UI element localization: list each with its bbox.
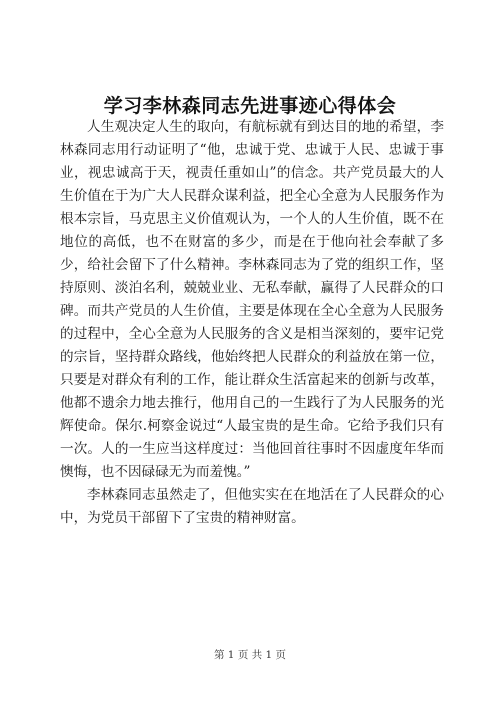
page-footer: 第 1 页 共 1 页	[213, 649, 287, 661]
document-body	[60, 116, 444, 530]
body-paragraph-2: 李林森同志虽然走了，但他实实在在地活在了人民群众的心中，为党员干部留下了宝贵的精神财富。	[60, 487, 444, 526]
document-title: 学习李林森同志先进事迹心得体会	[103, 95, 397, 117]
body-paragraph-1: 人生观决定人生的取向，有航标就有到达目的地的希望，李林森同志用行动证明了“他，忠诚于党、忠诚于人民、忠诚于事业，视忠诚高于天，视责任重如山”的信念。共产党员最大的人生价值在于为广大人民群众谋利益，把全心全意为人民服务作为根本宗旨，马克思主义价值观认为，一个人的人生价值，既不在地位的高低，也不在财富的多少，而是在于他向社会奉献了多少，给社会留下了什么精神。李林森同志为了党的组织工作，坚持原则、淡泊名利，兢兢业业、无私奉献，赢得了人民群众的口碑。而共产党员的人生价值，主要是体现在全心全意为人民服务的过程中，全心全意为人民服务的含义是相当深刻的，要牢记党的宗旨，坚持群众路线，他始终把人民群众的利益放在第一位，只要是对群众有利的工作，能让群众生活富起来的创新与改革，他都不遗余力地去推行，他用自己的一生践行了为人民服务的光辉使命。保尔.柯察金说过“人最宝贵的是生命。它给予我们只有一次。人的一生应当这样度过：当他回首往事时不因虚度年华而懊悔，也不因碌碌无为而羞愧。”	[60, 119, 444, 480]
